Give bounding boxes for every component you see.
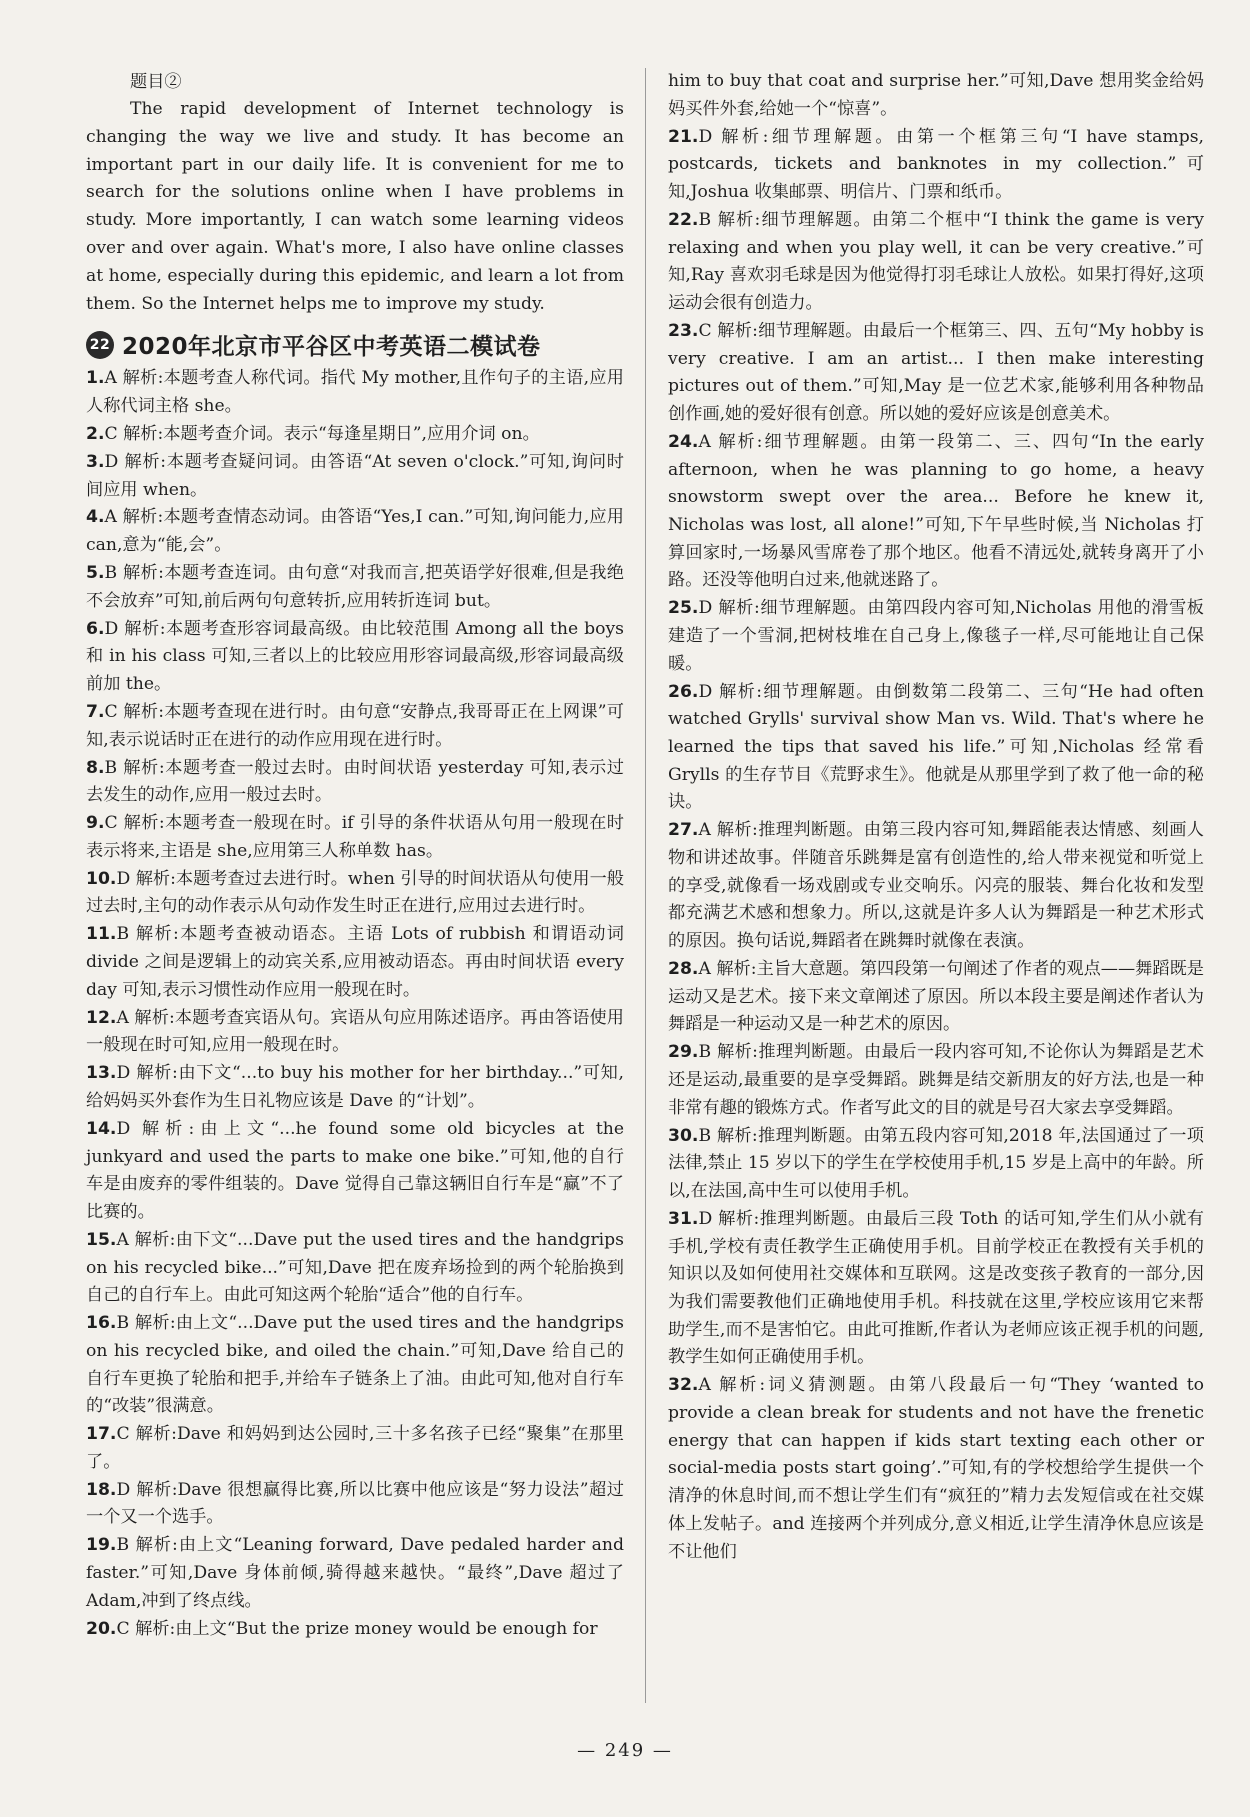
answer-item [668, 817, 1204, 956]
answer-text: D 解析:细节理解题。由倒数第二段第二、三句“He had often watched Grylls' survival show Man vs. Wild. That's where he learned the tips that saved his life.”可知,Nicholas 经常看 Grylls 的生存节目《荒野求生》。他就是从那里学到了救了他一命的秘诀。 [668, 681, 1204, 813]
answer-number: 22. [668, 209, 699, 230]
answer-item [668, 956, 1204, 1039]
answer-item [86, 1616, 624, 1644]
essay-heading: 题目② [130, 72, 182, 92]
answer-text: A 解析:细节理解题。由第一段第二、三、四句“In the early afternoon, when he was planning to go home, a heavy snowstorm swept over the area... Before he knew it, Nicholas was lost, all alone!”可知,下午早些时候,当 Nicholas 打算回家时,一场暴风雪席卷了那个地区。他看不清远处,就转身离开了小路。还没等他明白过来,他就迷路了。 [668, 431, 1204, 591]
answer-item [86, 866, 624, 921]
section-title-text: 2020年北京市平谷区中考英语二模试卷 [122, 334, 541, 361]
answer-item [86, 1060, 624, 1115]
answer-text: B 解析:推理判断题。由最后一段内容可知,不论你认为舞蹈是艺术还是运动,最重要的是享受舞蹈。跳舞是结交新朋友的好方法,也是一种非常有趣的锻炼方式。作者写此文的目的就是号召大家去享受舞蹈。 [668, 1042, 1204, 1118]
section-number-badge: 22 [86, 331, 114, 359]
answer-item [86, 1005, 624, 1060]
answer-item [668, 318, 1204, 429]
answer-number: 4. [86, 507, 105, 528]
answer-number: 9. [86, 813, 105, 834]
answer-text: A 解析:本题考查人称代词。指代 My mother,且作句子的主语,应用人称代词主格 she。 [86, 368, 624, 417]
answer-text: D 解析:由下文“...to buy his mother for her birthday...”可知,给妈妈买外套作为生日礼物应该是 Dave 的“计划”。 [86, 1063, 624, 1111]
answer-item [86, 449, 624, 504]
answer-text: B 解析:本题考查连词。由句意“对我而言,把英语学好很难,但是我绝不会放弃”可知,前后两句句意转折,应用转折连词 but。 [86, 563, 624, 611]
answer-text: A 解析:主旨大意题。第四段第一句阐述了作者的观点——舞蹈既是运动又是艺术。接下来文章阐述了原因。所以本段主要是阐述作者认为舞蹈是一种运动又是一种艺术的原因。 [668, 959, 1204, 1035]
left-answer-list [86, 365, 624, 1643]
answer-text: D 解析:细节理解题。由第一个框第三句“I have stamps, postcards, tickets and banknotes in my collection.”可知,Joshua 收集邮票、明信片、门票和纸币。 [668, 126, 1204, 202]
answer-text: B 解析:本题考查一般过去时。由时间状语 yesterday 可知,表示过去发生的动作,应用一般过去时。 [86, 757, 624, 806]
answer-number: 18. [86, 1479, 117, 1500]
answer-item [86, 1421, 624, 1476]
answer-item [86, 1532, 624, 1615]
answer-text: D 解析:由上文“...he found some old bicycles at the junkyard and used the parts to make one bike.”可知,他的自行车是由废弃的零件组装的。Dave 觉得自己靠这辆旧自行车是“赢”不了比赛的。 [86, 1118, 624, 1222]
answer-number: 16. [86, 1313, 117, 1334]
answer-item [668, 207, 1204, 318]
answer-number: 15. [86, 1229, 117, 1250]
left-column [86, 68, 624, 1643]
answer-number: 20. [86, 1618, 117, 1639]
answer-number: 3. [86, 451, 105, 472]
answer-item [86, 699, 624, 754]
column-divider [645, 68, 646, 1703]
answer-number: 10. [86, 868, 117, 889]
answer-text: B 解析:本题考查被动语态。主语 Lots of rubbish 和谓语动词 divide 之间是逻辑上的动宾关系,应用被动语态。再由时间状语 every day 可知,表示习惯性动作应用一般现在时。 [86, 924, 624, 1000]
answer-text: C 解析:本题考查一般现在时。if 引导的条件状语从句用一般现在时表示将来,主语是 she,应用第三人称单数 has。 [86, 813, 624, 861]
answer-text: B 解析:推理判断题。由第五段内容可知,2018 年,法国通过了一项法律,禁止 15 岁以下的学生在学校使用手机,15 岁是上高中的年龄。所以,在法国,高中生可以使用手机。 [668, 1125, 1204, 1201]
answer-item [86, 1116, 624, 1227]
answer-number: 14. [86, 1118, 117, 1139]
answer-text: D 解析:本题考查疑问词。由答语“At seven o'clock.”可知,询问时间应用 when。 [86, 451, 624, 500]
answer-text: D 解析:本题考查形容词最高级。由比较范围 Among all the boys 和 in his class 可知,三者以上的比较应用形容词最高级,形容词最高级前加 the。 [86, 618, 624, 695]
answer-number: 23. [668, 320, 699, 341]
answer-number: 1. [86, 368, 105, 389]
answer-item [86, 365, 624, 420]
answer-item [86, 921, 624, 1004]
answer-text: D 解析:推理判断题。由最后三段 Toth 的话可知,学生们从小就有手机,学校有责任教学生正确使用手机。目前学校正在教授有关手机的知识以及如何使用社交媒体和互联网。这是改变孩子教育的一部分,因为我们需要教他们正确地使用手机。科技就在这里,学校应该用它来帮助学生,而不是害怕它。由此可推断,作者认为老师应该正视手机的问题,教学生如何正确使用手机。 [668, 1208, 1204, 1368]
answer-text: him to buy that coat and surprise her.”可知,Dave 想用奖金给妈妈买件外套,给她一个“惊喜”。 [668, 71, 1204, 119]
answer-text: B 解析:细节理解题。由第二个框中“I think the game is very relaxing and when you play well, it can be very creative.”可知,Ray 喜欢羽毛球是因为他觉得打羽毛球让人放松。如果打得好,这项运动会很有创造力。 [668, 209, 1204, 313]
answer-item [86, 755, 624, 810]
answer-text: D 解析:Dave 很想赢得比赛,所以比赛中他应该是“努力设法”超过一个又一个选手。 [86, 1479, 624, 1528]
answer-item [86, 504, 624, 559]
answer-text: D 解析:细节理解题。由第四段内容可知,Nicholas 用他的滑雪板建造了一个雪洞,把树枝堆在自己身上,像毯子一样,尽可能地让自己保暖。 [668, 598, 1204, 674]
answer-item [86, 1477, 624, 1532]
answer-number: 29. [668, 1042, 699, 1063]
answer-number: 27. [668, 820, 699, 841]
answer-text: B 解析:由上文“Leaning forward, Dave pedaled harder and faster.”可知,Dave 身体前倾,骑得越来越快。“最终”,Dave 超过了 Adam,冲到了终点线。 [86, 1535, 624, 1611]
answer-number: 26. [668, 681, 699, 702]
answer-number: 24. [668, 431, 699, 452]
answer-item [668, 68, 1204, 123]
answer-number: 6. [86, 618, 105, 639]
answer-text: A 解析:词义猜测题。由第八段最后一句“They ‘wanted to provide a clean break for students and not have the frenetic energy that can happen if kids start texting each other or social-media posts start going’.”可知,有的学校想给学生提供一个清净的休息时间,而不想让学生们有“疯狂的”精力去发短信或在社交媒体上发帖子。and 连接两个并列成分,意义相近,让学生清净休息应该是不让他们 [668, 1375, 1204, 1562]
answer-number: 11. [86, 924, 117, 945]
answer-text: A 解析:由下文“...Dave put the used tires and the handgrips on his recycled bike...”可知,Dave 把在废弃场捡到的两个轮胎换到自己的自行车上。由此可知这两个轮胎“适合”他的自行车。 [86, 1229, 624, 1306]
answer-number: 5. [86, 563, 105, 584]
answer-item [668, 595, 1204, 678]
answer-text: D 解析:本题考查过去进行时。when 引导的时间状语从句使用一般过去时,主句的动作表示从句动作发生时正在进行,应用过去进行时。 [86, 868, 624, 917]
answer-number: 30. [668, 1125, 699, 1146]
answer-text: A 解析:推理判断题。由第三段内容可知,舞蹈能表达情感、刻画人物和讲述故事。伴随音乐跳舞是富有创造性的,给人带来视觉和听觉上的享受,就像看一场戏剧或专业交响乐。闪亮的服装、舞台化妆和发型都充满艺术感和想象力。所以,这就是许多人认为舞蹈是一种艺术形式的原因。换句话说,舞蹈者在跳舞时就像在表演。 [668, 820, 1204, 952]
answer-text: C 解析:本题考查介词。表示“每逢星期日”,应用介词 on。 [104, 423, 540, 444]
answer-number: 25. [668, 598, 699, 619]
answer-text: A 解析:本题考查宾语从句。宾语从句应用陈述语序。再由答语使用一般现在时可知,应用一般现在时。 [86, 1007, 624, 1056]
answer-text: C 解析:Dave 和妈妈到达公园时,三十多名孩子已经“聚集”在那里了。 [86, 1424, 624, 1472]
answer-item [86, 1310, 624, 1421]
page-number: — 249 — [577, 1740, 673, 1761]
answer-text: B 解析:由上文“...Dave put the used tires and the handgrips on his recycled bike, and oiled the chain.”可知,Dave 给自己的自行车更换了轮胎和把手,并给车子链条上了油。由此可知,他对自行车的“改装”很满意。 [86, 1313, 624, 1417]
answer-number: 13. [86, 1063, 117, 1084]
answer-number: 12. [86, 1007, 117, 1028]
answer-item [668, 1123, 1204, 1206]
answer-number: 19. [86, 1535, 117, 1556]
answer-item [86, 810, 624, 865]
answer-item [86, 560, 624, 615]
answer-item [668, 1372, 1204, 1566]
answer-item [86, 616, 624, 699]
right-column [668, 68, 1204, 1566]
answer-number: 28. [668, 959, 699, 979]
answer-text: C 解析:本题考查现在进行时。由句意“安静点,我哥哥正在上网课”可知,表示说话时正在进行的动作应用现在进行时。 [86, 701, 624, 750]
answer-item [86, 1227, 624, 1310]
section-title [86, 328, 624, 361]
answer-item [668, 679, 1204, 818]
answer-number: 21. [668, 126, 699, 147]
answer-number: 17. [86, 1424, 117, 1445]
right-answer-list [668, 68, 1204, 1566]
answer-number: 2. [86, 423, 105, 444]
answer-number: 8. [86, 757, 105, 778]
answer-text: A 解析:本题考查情态动词。由答语“Yes,I can.”可知,询问能力,应用 can,意为“能,会”。 [86, 507, 624, 556]
answer-text: C 解析:细节理解题。由最后一个框第三、四、五句“My hobby is very creative. I am an artist... I then make interesting pictures out of them.”可知,May 是一位艺术家,能够利用各种物品创作画,她的爱好很有创意。所以她的爱好应该是创意美术。 [668, 320, 1204, 424]
answer-item [668, 1206, 1204, 1372]
answer-number: 31. [668, 1208, 699, 1229]
answer-number: 7. [86, 701, 105, 722]
answer-item [86, 421, 624, 449]
answer-item [668, 1039, 1204, 1122]
answer-text: C 解析:由上文“But the prize money would be enough for [116, 1618, 598, 1639]
essay-text: The rapid development of Internet technology is changing the way we live and study. It has become an important part in our daily life. It is convenient for me to search for the solutions online when I have problems in study. More importantly, I can watch some learning videos over and over again. What's more, I also have online classes at home, especially during this epidemic, and learn a lot from them. So the Internet helps me to improve my study. [86, 99, 624, 314]
answer-number: 32. [668, 1375, 699, 1396]
answer-item [668, 124, 1204, 207]
answer-item [668, 429, 1204, 595]
